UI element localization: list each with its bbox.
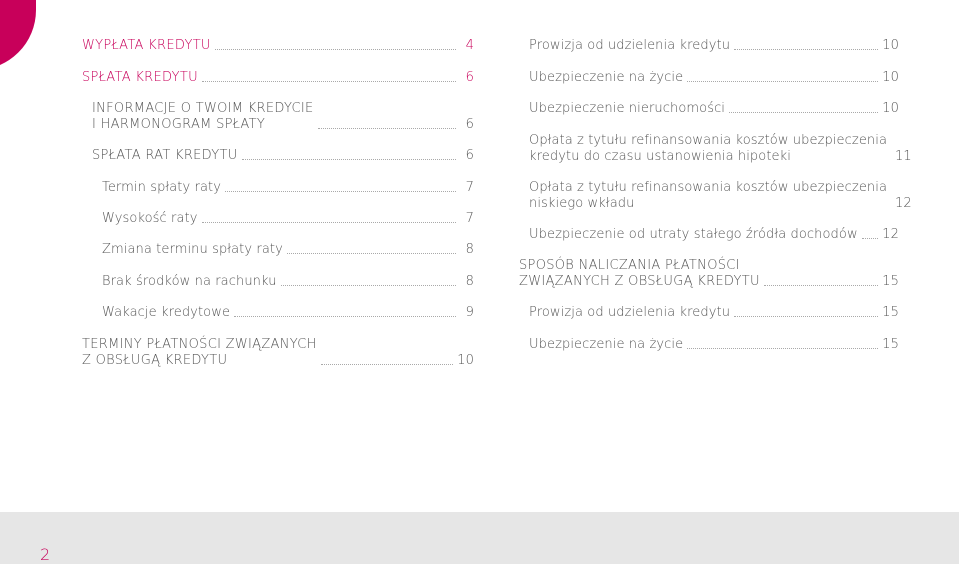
toc-entry-title: ZWIĄZANYCH Z OBSŁUGĄ KREDYTU — [519, 274, 760, 289]
leader-dots — [202, 221, 456, 223]
toc-page-number: 10 — [882, 70, 899, 85]
toc-page-number: 6 — [465, 148, 474, 163]
toc-entry-title: kredytu do czasu ustanowienia hipoteki — [529, 149, 791, 164]
toc-entry-zmiana-terminu-splaty-raty[interactable] — [102, 242, 474, 258]
toc-entry-termin-splaty-raty[interactable] — [102, 180, 474, 196]
toc-entry-title: niskiego wkładu — [529, 196, 635, 211]
toc-entry-title: TERMINY PŁATNOŚCI ZWIĄZANYCH — [82, 337, 317, 352]
toc-entry-terminy-platnosci-zwiazanych-z-obsluga-kredytu[interactable] — [82, 337, 474, 369]
toc-page-number: 7 — [465, 211, 474, 226]
toc-entry-title: INFORMACJE O TWOIM KREDYCIE — [92, 101, 314, 116]
toc-entry-informacje-o-twoim-kredycie-i-harmonogram-splaty[interactable] — [92, 101, 474, 133]
toc-entry-splata-rat-kredytu[interactable] — [92, 148, 474, 164]
toc-page-number: 15 — [882, 305, 899, 320]
toc-entry-title: Z OBSŁUGĄ KREDYTU — [82, 353, 228, 368]
leader-dots — [215, 48, 456, 50]
leader-dots — [202, 80, 456, 82]
toc-entry-title: Ubezpieczenie na życie — [529, 337, 684, 352]
leader-dots — [687, 80, 878, 82]
toc-entry-title: Opłata z tytułu refinansowania kosztów ubezpieczenia — [529, 133, 888, 148]
leader-dots — [734, 315, 878, 317]
leader-dots — [687, 347, 878, 349]
toc-page-number: 15 — [882, 274, 899, 289]
toc-entry-title: SPŁATA KREDYTU — [82, 70, 198, 85]
toc-page-number: 4 — [465, 38, 474, 53]
leader-dots — [764, 284, 878, 286]
toc-entry-title: Ubezpieczenie na życie — [529, 70, 684, 85]
toc-page-number: 12 — [882, 227, 899, 242]
toc-entry-title: Ubezpieczenie nieruchomości — [529, 101, 726, 116]
page-number: 2 — [40, 545, 51, 564]
toc-entry-splata-kredytu[interactable] — [82, 70, 474, 86]
leader-dots — [321, 363, 453, 365]
toc-entry-ubezpieczenie-na-zycie[interactable] — [529, 70, 899, 86]
toc-entry-prowizja-od-udzielenia-kredytu[interactable] — [529, 305, 899, 321]
toc-entry-title: Prowizja od udzielenia kredytu — [529, 305, 731, 320]
toc-entry-ubezpieczenie-od-utraty-stalego-zrodla-dochodow[interactable] — [529, 227, 899, 243]
toc-entry-title: Wakacje kredytowe — [102, 305, 231, 320]
toc-entry-ubezpieczenie-na-zycie[interactable] — [529, 337, 899, 353]
toc-entry-title: Ubezpieczenie od utraty stałego źródła dochodów — [529, 227, 858, 242]
toc-page-number: 6 — [465, 70, 474, 85]
toc-page-number: 7 — [465, 180, 474, 195]
toc-entry-title: Wysokość raty — [102, 211, 198, 226]
toc-page-number: 8 — [465, 242, 474, 257]
toc-entry-title: SPŁATA RAT KREDYTU — [92, 148, 238, 163]
toc-entry-wyplata-kredytu[interactable] — [82, 38, 474, 54]
toc-entry-ubezpieczenie-nieruchomosci[interactable] — [529, 101, 899, 117]
leader-dots — [234, 315, 456, 317]
toc-page-number: 15 — [882, 337, 899, 352]
toc-page-number: 6 — [465, 117, 474, 132]
toc-page-number: 10 — [882, 38, 899, 53]
toc-page-number: 8 — [465, 274, 474, 289]
toc-page-number: 10 — [457, 353, 474, 368]
toc-page-number: 9 — [465, 305, 474, 320]
toc-entry-title: Prowizja od udzielenia kredytu — [529, 38, 731, 53]
toc-entry-title: Termin spłaty raty — [102, 180, 222, 195]
toc-entry-title: SPOSÓB NALICZANIA PŁATNOŚCI — [519, 258, 740, 273]
leader-dots — [287, 252, 456, 254]
toc-entry-title: Zmiana terminu spłaty raty — [102, 242, 283, 257]
leader-dots — [281, 284, 456, 286]
toc-page-number: 12 — [895, 196, 912, 211]
leader-dots — [318, 127, 456, 129]
toc-entry-oplata-z-tytulu-refinansowania-kosztow-ubezpieczenia-niskiego-wkladu[interactable] — [529, 180, 912, 212]
leader-dots — [225, 190, 456, 192]
toc-entry-title: WYPŁATA KREDYTU — [82, 38, 211, 53]
toc-entry-title: Brak środków na rachunku — [102, 274, 277, 289]
toc-entry-wakacje-kredytowe[interactable] — [102, 305, 474, 321]
toc-entry-title: I HARMONOGRAM SPŁATY — [92, 117, 266, 132]
toc-page-number: 10 — [882, 101, 899, 116]
toc-entry-wysokosc-raty[interactable] — [102, 211, 474, 227]
toc-entry-sposob-naliczania-platnosci-zwiazanych-z-obsluga-kredytu[interactable] — [519, 258, 899, 290]
footer-band — [0, 512, 959, 564]
toc-entry-brak-srodkow-na-rachunku[interactable] — [102, 274, 474, 290]
toc-page-number: 11 — [895, 149, 912, 164]
leader-dots — [862, 237, 879, 239]
toc-entry-title: Opłata z tytułu refinansowania kosztów ubezpieczenia — [529, 180, 888, 195]
leader-dots — [242, 158, 456, 160]
toc-entry-prowizja-od-udzielenia-kredytu[interactable] — [529, 38, 899, 54]
leader-dots — [729, 111, 878, 113]
corner-accent-shape — [0, 0, 36, 70]
toc-entry-oplata-z-tytulu-refinansowania-kosztow-ubezpieczenia-kredytu-do-czasu-ustanowienia-hipoteki[interactable] — [529, 133, 912, 165]
leader-dots — [734, 48, 878, 50]
